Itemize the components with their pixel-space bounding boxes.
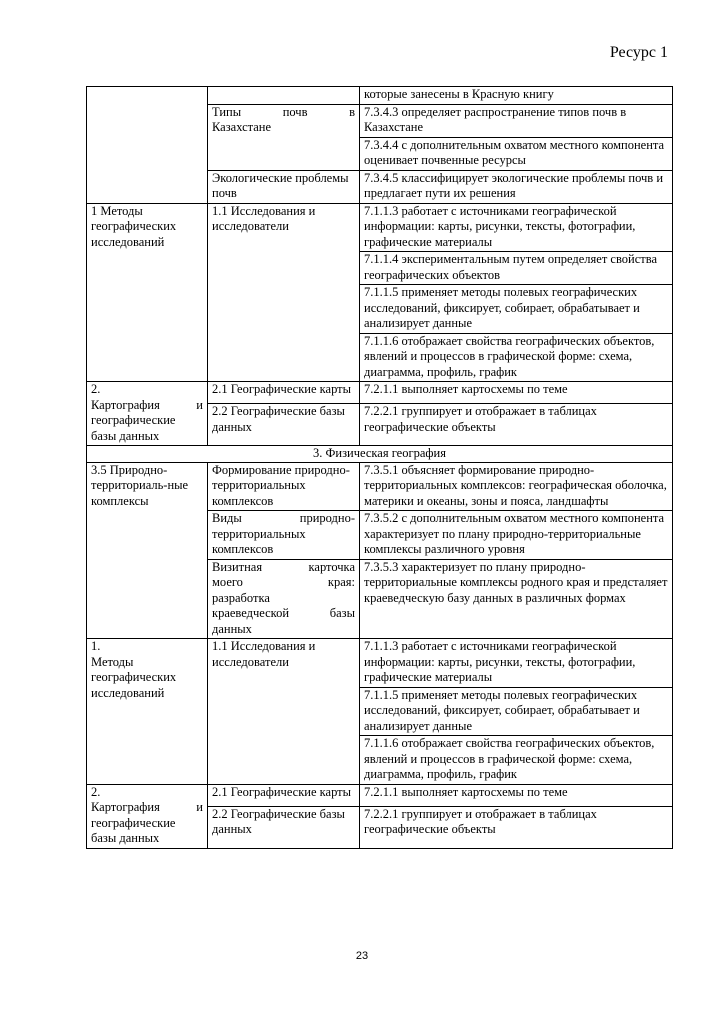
section-line: Методы географических исследований bbox=[91, 654, 177, 700]
table-row bbox=[87, 87, 673, 105]
objective-cell: 7.1.1.6 отображает свойства географических объектов, явлений и процессов в графической форме: схема, диаграмма, профиль, график bbox=[360, 736, 673, 785]
objective-cell: 7.1.1.5 применяет методы полевых географических исследований, фиксирует, собирает, обрабатывает и анализирует данные bbox=[360, 285, 673, 334]
topic-cell: 1.1 Исследования и исследователи bbox=[208, 639, 360, 785]
section-line: географические базы данных bbox=[91, 815, 176, 845]
section-heading: 3. Физическая география bbox=[87, 446, 673, 463]
objective-cell: 7.3.5.1 объясняет формирование природно-территориальных комплексов: географическая оболочка, материки и океаны, зоны и пояса, ландшафты bbox=[360, 462, 673, 511]
objective-cell: 7.1.1.3 работает с источниками географической информации: карты, рисунки, тексты, фотографии, графические материалы bbox=[360, 203, 673, 252]
topic-cell: 2.1 Географические карты bbox=[208, 784, 360, 806]
topic-cell: Экологические проблемы почв bbox=[208, 170, 360, 203]
objective-cell: 7.3.5.3 характеризует по плану природно-территориальные комплексы родного края и предсталяет краеведческую базу данных в различных формах bbox=[360, 559, 673, 639]
topic-line: краеведческой базы bbox=[212, 606, 355, 620]
topic-line: данных bbox=[212, 621, 252, 636]
topic-line: Визитная карточка bbox=[212, 559, 355, 574]
section-cell bbox=[87, 382, 208, 446]
table-row bbox=[87, 462, 673, 511]
topic-cell: 2.1 Географические карты bbox=[208, 382, 360, 404]
topic-cell: 2.2 Географические базы данных bbox=[208, 404, 360, 446]
objective-cell: 7.3.4.4 с дополнительным охватом местного компонента оценивает почвенные ресурсы bbox=[360, 137, 673, 170]
page-number: 23 bbox=[355, 950, 369, 962]
topic-cell bbox=[208, 511, 360, 560]
section-line: 2. bbox=[91, 784, 101, 799]
topic-line: разработка bbox=[212, 590, 270, 605]
topic-line: моего края: bbox=[212, 575, 355, 589]
topic-line: Казахстане bbox=[212, 120, 272, 134]
topic-line: Типы почв в bbox=[212, 104, 355, 119]
section-cell bbox=[87, 639, 208, 785]
objective-cell: 7.3.4.5 классифицирует экологические проблемы почв и предлагает пути их решения bbox=[360, 170, 673, 203]
topic-cell bbox=[208, 559, 360, 639]
section-line: Картография и bbox=[91, 397, 203, 412]
table-row bbox=[87, 639, 673, 688]
objective-cell: 7.2.1.1 выполняет картосхемы по теме bbox=[360, 784, 673, 806]
section-line: географические базы данных bbox=[91, 413, 176, 443]
objective-cell: которые занесены в Красную книгу bbox=[360, 87, 673, 105]
topic-cell: 1.1 Исследования и исследователи bbox=[208, 203, 360, 382]
objective-cell: 7.2.1.1 выполняет картосхемы по теме bbox=[360, 382, 673, 404]
objective-cell: 7.1.1.3 работает с источниками географической информации: карты, рисунки, тексты, фотографии, графические материалы bbox=[360, 639, 673, 688]
table-row bbox=[87, 784, 673, 806]
section-line: Картография и bbox=[91, 800, 203, 814]
objective-cell: 7.2.2.1 группирует и отображает в таблицах географические объекты bbox=[360, 806, 673, 848]
topic-line: Виды природно- bbox=[212, 511, 355, 525]
section-cell bbox=[87, 87, 208, 204]
section-line: 1. bbox=[91, 639, 101, 653]
topic-cell bbox=[208, 87, 360, 105]
objective-cell: 7.3.4.3 определяет распространение типов почв в Казахстане bbox=[360, 104, 673, 137]
section-line: 2. bbox=[91, 382, 101, 396]
table-row bbox=[87, 382, 673, 404]
objective-cell: 7.3.5.2 с дополнительным охватом местного компонента характеризует по плану природно-территориальные комплексы различного уровня bbox=[360, 511, 673, 560]
objective-cell: 7.1.1.5 применяет методы полевых географических исследований, фиксирует, собирает, обрабатывает и анализирует данные bbox=[360, 687, 673, 736]
section-cell: 1 Методы географических исследований bbox=[87, 203, 208, 382]
section-cell bbox=[87, 784, 208, 848]
resource-label: Ресурс 1 bbox=[609, 44, 668, 61]
section-cell: 3.5 Природно-территориаль-ные комплексы bbox=[87, 462, 208, 639]
objective-cell: 7.1.1.6 отображает свойства географических объектов, явлений и процессов в графической форме: схема, диаграмма, профиль, график bbox=[360, 333, 673, 382]
topic-line: территориальных комплексов bbox=[212, 526, 306, 556]
table-row bbox=[87, 203, 673, 252]
objective-cell: 7.2.2.1 группирует и отображает в таблицах географические объекты bbox=[360, 404, 673, 446]
topic-cell bbox=[208, 104, 360, 170]
topic-cell: Формирование природно-территориальных комплексов bbox=[208, 462, 360, 511]
topic-cell: 2.2 Географические базы данных bbox=[208, 806, 360, 848]
curriculum-table bbox=[86, 86, 673, 849]
objective-cell: 7.1.1.4 экспериментальным путем определяет свойства географических объектов bbox=[360, 252, 673, 285]
table-row bbox=[87, 446, 673, 463]
